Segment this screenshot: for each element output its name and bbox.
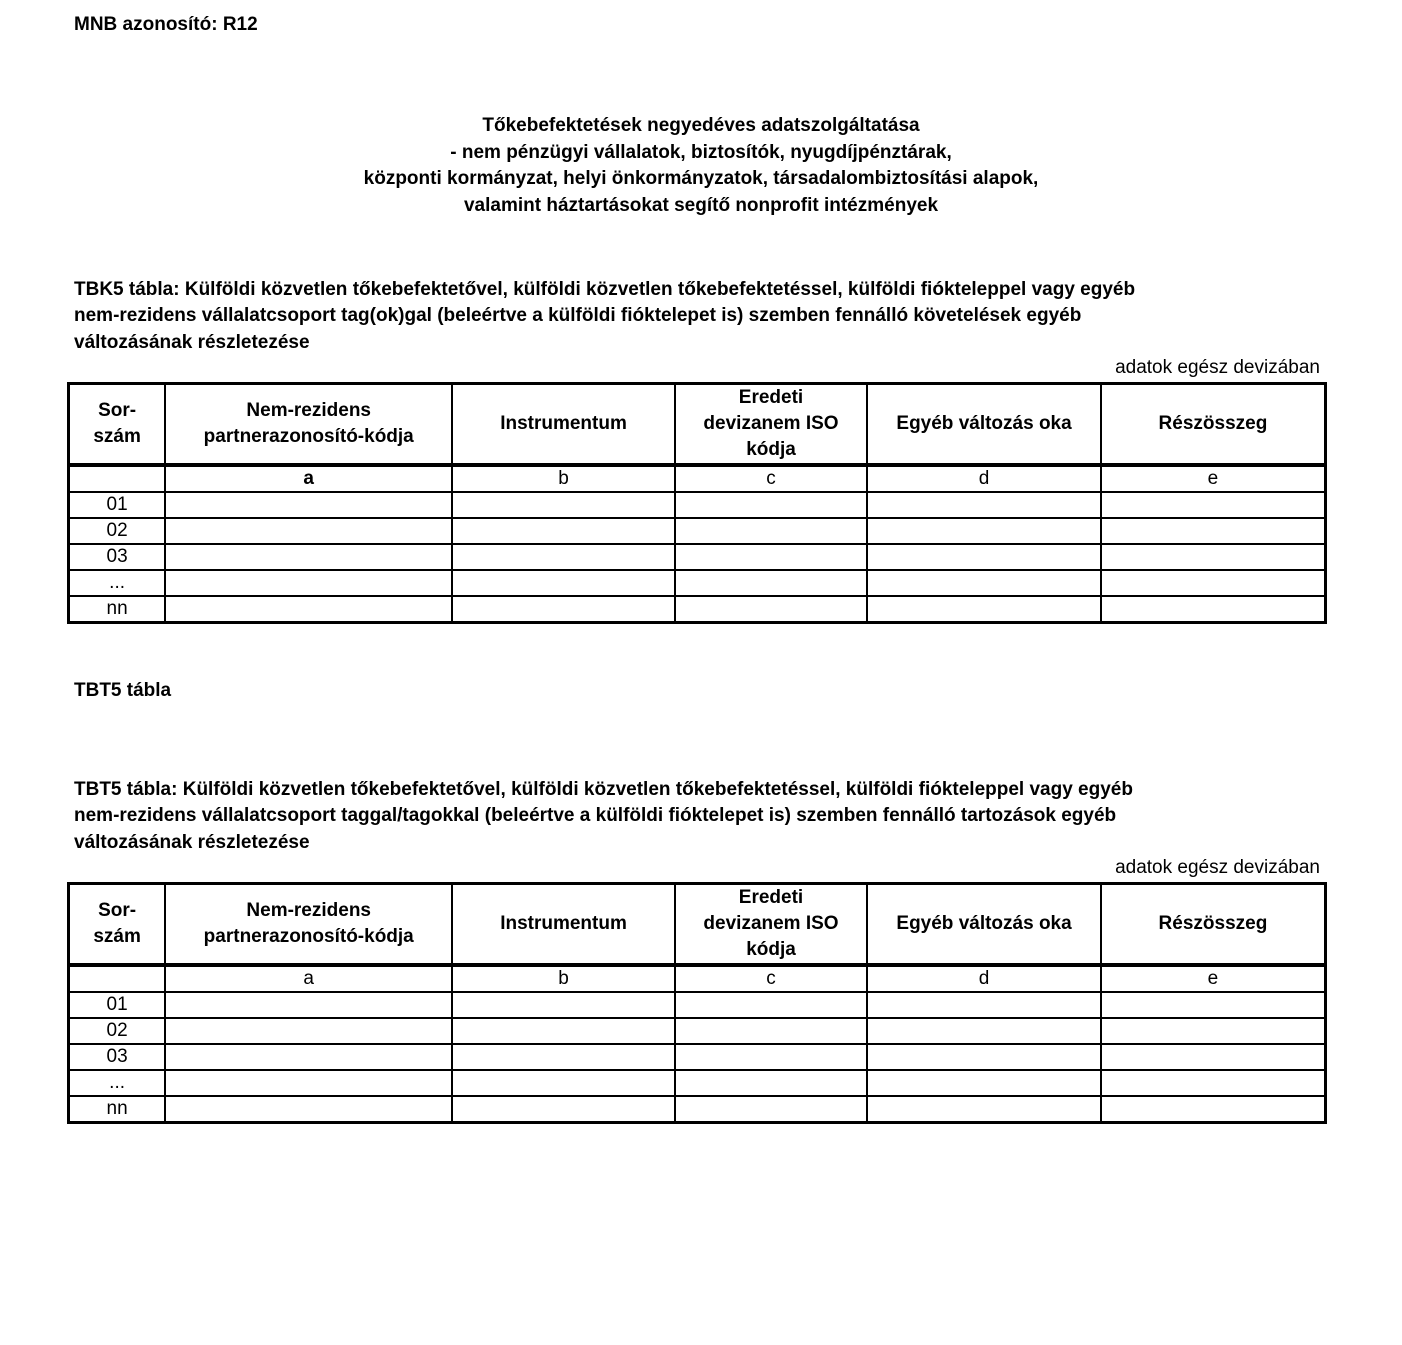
header-row — [69, 384, 1326, 466]
data-cell[interactable] — [675, 596, 867, 623]
data-cell[interactable] — [1101, 570, 1326, 596]
table-row — [69, 492, 1326, 518]
letter-cell: d — [867, 965, 1101, 992]
tbt5-caption — [74, 777, 1334, 856]
mnb-identifier: MNB azonosító: R12 — [74, 14, 258, 35]
table-row — [69, 596, 1326, 623]
data-cell[interactable] — [867, 1018, 1101, 1044]
table-row — [69, 992, 1326, 1018]
caption-line: nem-rezidens vállalatcsoport tag(ok)gal (beleértve a külföldi fióktelepet is) szemben fennálló követelések egyéb — [74, 305, 1082, 327]
data-cell[interactable] — [452, 1044, 675, 1070]
table-row — [69, 1096, 1326, 1123]
data-cell[interactable] — [452, 492, 675, 518]
letter-cell: d — [867, 465, 1101, 492]
letter-cell: a — [165, 965, 452, 992]
data-cell[interactable] — [165, 1096, 452, 1123]
data-cell[interactable] — [867, 596, 1101, 623]
letter-cell: e — [1101, 965, 1326, 992]
data-cell[interactable] — [165, 570, 452, 596]
letter-cell: a — [165, 465, 452, 492]
table-row — [69, 518, 1326, 544]
header-currency-iso: Eredeti devizanem ISO kódja — [675, 384, 867, 466]
data-cell[interactable] — [867, 544, 1101, 570]
data-cell[interactable] — [675, 992, 867, 1018]
data-cell[interactable] — [1101, 492, 1326, 518]
data-cell[interactable] — [1101, 544, 1326, 570]
table-row — [69, 1070, 1326, 1096]
row-number: nn — [69, 1096, 166, 1123]
data-cell[interactable] — [867, 1070, 1101, 1096]
header-sorszam: Sor- szám — [69, 384, 166, 466]
data-cell[interactable] — [452, 518, 675, 544]
data-cell[interactable] — [675, 570, 867, 596]
table-row — [69, 570, 1326, 596]
data-cell[interactable] — [165, 596, 452, 623]
data-cell[interactable] — [165, 1044, 452, 1070]
caption-line: TBT5 tábla: Külföldi közvetlen tőkebefektetővel, külföldi közvetlen tőkebefektetéssel, külföldi fiókteleppel vagy egyéb — [74, 779, 1133, 800]
row-number: 01 — [69, 492, 166, 518]
caption-line: nem-rezidens vállalatcsoport taggal/tagokkal (beleértve a külföldi fióktelepet is) szemben fennálló tartozások egyéb — [74, 805, 1117, 827]
header-sorszam: Sor- szám — [69, 884, 166, 966]
caption-line: változásának részletezése — [74, 331, 310, 353]
header-instrument: Instrumentum — [452, 384, 675, 466]
data-cell[interactable] — [452, 992, 675, 1018]
data-cell[interactable] — [165, 992, 452, 1018]
row-number: 02 — [69, 518, 166, 544]
tbt5-section-heading: TBT5 tábla — [74, 680, 172, 701]
caption-line: változásának részletezése — [74, 831, 310, 853]
header-partner-code: Nem-rezidens partnerazonosító-kódja — [165, 884, 452, 966]
row-number: nn — [69, 596, 166, 623]
row-number: 03 — [69, 544, 166, 570]
title-line: Tőkebefektetések negyedéves adatszolgáltatása — [482, 115, 920, 136]
table-row — [69, 1018, 1326, 1044]
header-subtotal: Részösszeg — [1101, 884, 1326, 966]
data-cell[interactable] — [165, 492, 452, 518]
header-partner-code: Nem-rezidens partnerazonosító-kódja — [165, 384, 452, 466]
letter-cell: b — [452, 465, 675, 492]
data-cell[interactable] — [867, 1096, 1101, 1123]
data-cell[interactable] — [675, 1096, 867, 1123]
row-number: ... — [69, 1070, 166, 1096]
title-line: központi kormányzat, helyi önkormányzatok, társadalombiztosítási alapok, — [363, 168, 1039, 189]
data-cell[interactable] — [675, 492, 867, 518]
data-cell[interactable] — [452, 1070, 675, 1096]
title-line: - nem pénzügyi vállalatok, biztosítók, nyugdíjpénztárak, — [450, 141, 952, 163]
data-cell[interactable] — [165, 1070, 452, 1096]
data-cell[interactable] — [867, 992, 1101, 1018]
header-instrument: Instrumentum — [452, 884, 675, 966]
data-cell[interactable] — [867, 518, 1101, 544]
data-cell[interactable] — [452, 570, 675, 596]
data-cell[interactable] — [1101, 518, 1326, 544]
title-line: valamint háztartásokat segítő nonprofit intézmények — [463, 194, 939, 216]
data-cell[interactable] — [867, 1044, 1101, 1070]
tbk5-table — [67, 382, 1327, 624]
letter-cell: e — [1101, 465, 1326, 492]
document-title — [0, 113, 1402, 219]
row-number: 02 — [69, 1018, 166, 1044]
column-letter-row — [69, 965, 1326, 992]
letter-cell — [69, 465, 166, 492]
data-cell[interactable] — [165, 544, 452, 570]
data-cell[interactable] — [867, 570, 1101, 596]
letter-cell: c — [675, 965, 867, 992]
data-cell[interactable] — [1101, 1018, 1326, 1044]
data-cell[interactable] — [452, 544, 675, 570]
data-cell[interactable] — [675, 1044, 867, 1070]
tbk5-caption — [74, 277, 1334, 356]
data-cell[interactable] — [165, 1018, 452, 1044]
data-cell[interactable] — [675, 544, 867, 570]
data-cell[interactable] — [1101, 1070, 1326, 1096]
header-currency-iso: Eredeti devizanem ISO kódja — [675, 884, 867, 966]
data-cell[interactable] — [867, 492, 1101, 518]
table-row — [69, 544, 1326, 570]
data-cell[interactable] — [1101, 992, 1326, 1018]
data-cell[interactable] — [1101, 1096, 1326, 1123]
tbt5-table — [67, 882, 1327, 1124]
letter-cell: c — [675, 465, 867, 492]
data-cell[interactable] — [675, 518, 867, 544]
tbk5-units-note: adatok egész devizában — [1115, 357, 1320, 378]
header-change-reason: Egyéb változás oka — [867, 884, 1101, 966]
data-cell[interactable] — [452, 1096, 675, 1123]
row-number: 01 — [69, 992, 166, 1018]
data-cell[interactable] — [165, 518, 452, 544]
letter-cell — [69, 965, 166, 992]
row-number: 03 — [69, 1044, 166, 1070]
data-cell[interactable] — [675, 1018, 867, 1044]
caption-line: TBK5 tábla: Külföldi közvetlen tőkebefektetővel, külföldi közvetlen tőkebefektetéssel, külföldi fiókteleppel vagy egyéb — [74, 279, 1136, 300]
header-row — [69, 884, 1326, 966]
letter-cell: b — [452, 965, 675, 992]
header-change-reason: Egyéb változás oka — [867, 384, 1101, 466]
header-subtotal: Részösszeg — [1101, 384, 1326, 466]
data-cell[interactable] — [452, 596, 675, 623]
data-cell[interactable] — [675, 1070, 867, 1096]
row-number: ... — [69, 570, 166, 596]
data-cell[interactable] — [452, 1018, 675, 1044]
data-cell[interactable] — [1101, 596, 1326, 623]
tbt5-units-note: adatok egész devizában — [1115, 857, 1320, 878]
table-row — [69, 1044, 1326, 1070]
column-letter-row — [69, 465, 1326, 492]
data-cell[interactable] — [1101, 1044, 1326, 1070]
